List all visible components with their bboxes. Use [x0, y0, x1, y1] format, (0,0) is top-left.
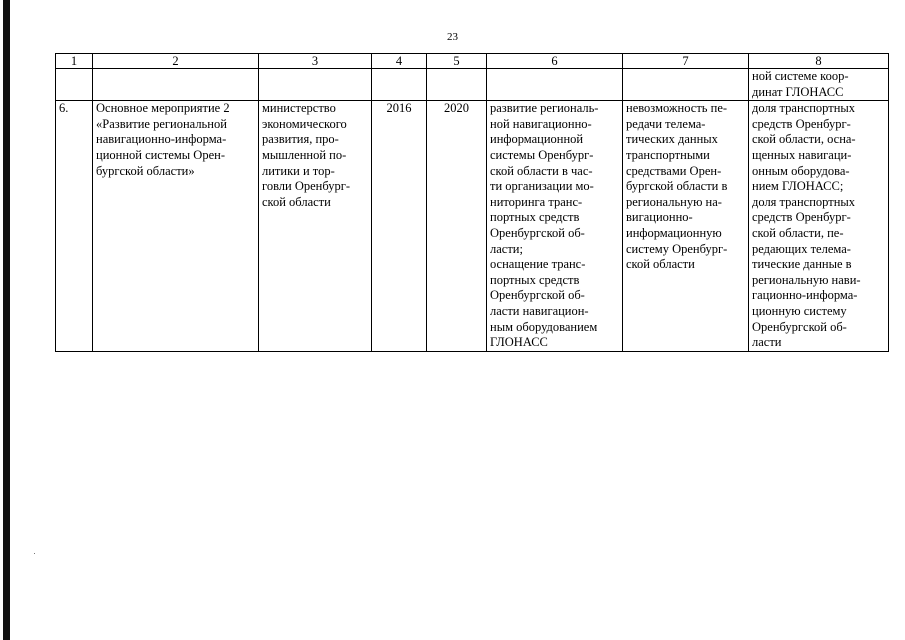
continuation-row	[56, 69, 889, 101]
text-line: Оренбургской об-	[490, 225, 585, 240]
text-line: ской области, пе-	[752, 225, 844, 240]
text-line: литики и тор-	[262, 163, 335, 178]
page-number: 23	[447, 31, 458, 43]
text-line: ской области	[262, 194, 331, 209]
text-line: редающих телема-	[752, 241, 851, 256]
measure-name-cell	[93, 101, 259, 352]
text-line: говли Оренбург-	[262, 179, 351, 194]
end-year-cell: 2020	[427, 101, 487, 352]
scan-speck	[34, 553, 35, 554]
text-line: ниторинга транс-	[490, 194, 583, 209]
text-line: Основное мероприятие 2	[96, 101, 230, 116]
text-line: портных средств	[490, 210, 580, 225]
text-line: редачи телема-	[626, 116, 706, 131]
text-line: тических данных	[626, 132, 718, 147]
text-line: средств Оренбург-	[752, 210, 851, 225]
text-line: навигационно-информа-	[96, 132, 227, 147]
text-line: ционную систему	[752, 303, 847, 318]
header-cell: 5	[427, 54, 487, 69]
text-line: нием ГЛОНАСС;	[752, 179, 844, 194]
text-line: развитие региональ-	[490, 101, 599, 116]
text-line: ласти;	[490, 241, 523, 256]
text-line: экономического	[262, 116, 347, 131]
empty-cell	[259, 69, 372, 101]
header-row	[56, 54, 889, 69]
header-cell: 3	[259, 54, 372, 69]
text-line: развития, про-	[262, 132, 339, 147]
empty-cell	[372, 69, 427, 101]
text-line: ласти навигацион-	[490, 303, 589, 318]
consequence-cell	[623, 101, 749, 352]
text-line: систему Оренбург-	[626, 241, 728, 256]
text-line: вигационно-	[626, 210, 693, 225]
text-line: средств Оренбург-	[752, 116, 851, 131]
text-line: бургской области»	[96, 163, 195, 178]
table-row	[56, 101, 889, 352]
text-line: доля транспортных	[752, 101, 856, 116]
empty-cell	[623, 69, 749, 101]
text-line: доля транспортных	[752, 194, 856, 209]
text-line: оснащение транс-	[490, 257, 586, 272]
text-line: тические данные в	[752, 257, 852, 272]
text-line: информационной	[490, 132, 584, 147]
text-line: гационно-информа-	[752, 288, 858, 303]
header-cell: 7	[623, 54, 749, 69]
text-line: ной навигационно-	[490, 116, 592, 131]
text-line: ласти	[752, 335, 782, 350]
text-line: невозможность пе-	[626, 101, 728, 116]
empty-cell	[56, 69, 93, 101]
text-line: ской области, осна-	[752, 132, 856, 147]
text-line: региональную на-	[626, 194, 722, 209]
text-line: бургской области в	[626, 179, 728, 194]
scan-left-edge	[3, 0, 10, 640]
text-line: онным оборудова-	[752, 163, 850, 178]
text-line: щенных навигаци-	[752, 147, 852, 162]
text-line: портных средств	[490, 272, 580, 287]
text-line: «Развитие региональной	[96, 116, 227, 131]
row-number-cell: 6.	[56, 101, 93, 352]
text-line: региональную нави-	[752, 272, 861, 287]
text-line: министерство	[262, 101, 336, 116]
text-line: системы Оренбург-	[490, 147, 594, 162]
empty-cell	[93, 69, 259, 101]
continuation-indicator-cell	[749, 69, 889, 101]
indicator-cell	[749, 101, 889, 352]
start-year-cell: 2016	[372, 101, 427, 352]
empty-cell	[427, 69, 487, 101]
text-line: Оренбургской об-	[752, 319, 847, 334]
text-line: ным оборудованием	[490, 319, 598, 334]
text-line: транспортными	[626, 147, 710, 162]
text-line: средствами Орен-	[626, 163, 722, 178]
header-cell: 8	[749, 54, 889, 69]
text-line: динат ГЛОНАСС	[752, 84, 844, 99]
executor-cell	[259, 101, 372, 352]
text-line: информационную	[626, 225, 722, 240]
header-cell: 2	[93, 54, 259, 69]
text-line: ционной системы Орен-	[96, 147, 225, 162]
text-line: мышленной по-	[262, 147, 347, 162]
result-cell	[487, 101, 623, 352]
text-line: Оренбургской об-	[490, 288, 585, 303]
text-line: ной системе коор-	[752, 69, 849, 83]
header-cell: 1	[56, 54, 93, 69]
text-line: ГЛОНАСС	[490, 335, 548, 350]
header-cell: 6	[487, 54, 623, 69]
measures-table	[55, 53, 889, 352]
text-line: ской области в час-	[490, 163, 593, 178]
header-cell: 4	[372, 54, 427, 69]
text-line: ти организации мо-	[490, 179, 594, 194]
empty-cell	[487, 69, 623, 101]
text-line: ской области	[626, 257, 695, 272]
